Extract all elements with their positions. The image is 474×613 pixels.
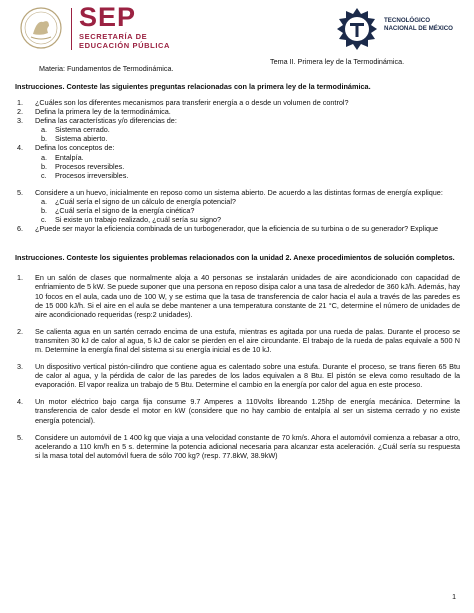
tecnm-line1: TECNOLÓGICO [384, 17, 431, 24]
sub-item [15, 206, 460, 215]
question-text: ¿Puede ser mayor la eficiencia combinada de un turbogenerador, que la eficiencia de su turbina o de su generador? Explique [35, 224, 439, 234]
sub-item-text: Si existe un trabajo realizado, ¿cuál sería su signo? [55, 215, 222, 225]
problem-number: 3. [17, 362, 24, 372]
tecnm-line2: NACIONAL DE MÉXICO [384, 25, 453, 32]
sep-logo-title: SEP [79, 2, 137, 32]
question-number: 4. [17, 143, 24, 153]
problem-number: 1. [17, 273, 24, 283]
sub-item-text: ¿Cuál sería el signo de la energía cinética? [55, 206, 195, 216]
section2-instruction: Instrucciones. Conteste los siguientes problemas relacionados con la unidad 2. Anexe procedimientos de solución completos. [15, 253, 455, 263]
sub-item-letter: a. [41, 125, 48, 135]
sub-item-text: Sistema cerrado. [55, 125, 110, 135]
question-item [15, 107, 460, 116]
question-text: Defina los conceptos de: [35, 143, 115, 153]
sub-item-letter: c. [41, 215, 47, 225]
problem-text: Se calienta agua en un sartén cerrado encima de una estufa, mientras es agitada por una rueda de palas. Durante el proceso se transmiten 30 kJ de calor al agua, 5 kJ de calor se pierden en el aire circundante. El trabajo de la rueda de palas equivale a 500 N m. Determine la energía final del sistema si su energía inicial es de 10 kJ. [35, 326, 460, 354]
header-divider [71, 8, 72, 50]
sub-item-text: Sistema abierto. [55, 134, 108, 144]
sub-item [15, 197, 460, 206]
question-item [15, 224, 460, 233]
sub-item [15, 125, 460, 134]
sub-item-letter: a. [41, 152, 48, 162]
question-number: 1. [17, 98, 24, 107]
sub-item [15, 162, 460, 171]
question-text: Considere a un huevo, inicialmente en reposo como un sistema abierto. De acuerdo a las distintas formas de energía explique: [35, 187, 443, 197]
problem-number: 4. [17, 397, 24, 407]
problem-item [15, 273, 460, 318]
problem-list [15, 273, 460, 460]
sub-item-text: Procesos reversibles. [55, 161, 125, 171]
page-number: 1 [452, 594, 456, 601]
question-text: Defina las características y/o diferencias de: [35, 116, 177, 126]
question-number: 2. [17, 107, 24, 117]
sep-logo [79, 4, 170, 50]
sub-item-letter: b. [41, 134, 48, 144]
sub-item [15, 134, 460, 143]
question-number: 3. [17, 116, 24, 126]
sub-item [15, 171, 460, 180]
tecnm-logo-text [384, 17, 453, 33]
problem-number: 2. [17, 326, 24, 336]
question-item [15, 143, 460, 152]
question-item [15, 98, 460, 107]
tecnm-logo-icon [334, 6, 380, 52]
question-list [15, 98, 460, 233]
sub-item-letter: b. [41, 206, 48, 216]
problem-item [15, 397, 460, 424]
problem-text: Un dispositivo vertical pistón-cilindro que contiene agua es calentado sobre una estufa. Durante el proceso, se trans fieren 65 Btu de calor al agua, y la pérdida de calor de las paredes de los lados equivalen a 8 Btu. El pistón se eleva como resultado de la evaporación. El vapor realiza un trabajo de 5 Btu. Determine el cambio en la energía por calor del agua en este proceso. [35, 362, 460, 390]
question-text: Defina la primera ley de la termodinámica. [35, 107, 171, 117]
question-item [15, 116, 460, 125]
page-header [0, 0, 474, 58]
mexico-seal-icon [13, 6, 69, 50]
sub-item-text: ¿Cuál sería el signo de un cálculo de energía potencial? [55, 196, 236, 206]
sub-item [15, 153, 460, 162]
problem-text: En un salón de clases que normalmente aloja a 40 personas se instalarán unidades de aire acondicionado con capacidad de enfriamiento de 5 kW. Se puede suponer que una persona en reposo disipa calor a una tasa de alrededor de 360 kJ/h. Además, hay 10 focos en el aula, cada uno de 100 W, y se estima que la tasa de transferencia de calor hacia el aula a través de las paredes es de 15 000 kJ/h. Si el aire en el aula se debe mantener a una temperatura constante de 21 °C, determine el número de unidades de aire acondicionado requeridas (resp:2 unidades). [35, 273, 460, 319]
sub-item-text: Entalpía. [55, 152, 84, 162]
question-number: 6. [17, 224, 24, 234]
question-number: 5. [17, 187, 24, 197]
sep-logo-line1: SECRETARÍA DE [79, 32, 148, 41]
problem-item [15, 433, 460, 460]
question-text: ¿Cuáles son los diferentes mecanismos para transferir energía a o desde un volumen de control? [35, 98, 349, 107]
sep-logo-line2: EDUCACIÓN PÚBLICA [79, 41, 171, 50]
question-item [15, 188, 460, 197]
problem-item [15, 327, 460, 354]
section1-instruction: Instrucciones. Conteste las siguientes preguntas relacionadas con la primera ley de la termodinámica. [15, 82, 371, 91]
problem-item [15, 362, 460, 389]
problem-text: Considere un automóvil de 1 400 kg que viaja a una velocidad constante de 70 km/s. Ahora el automóvil comienza a rebasar a otro, acelerando a 110 km/h en 5 s. determine la potencia adicional necesaria para alcanzar esta aceleración. ¿Cuál sería su respuesta si la masa total del automóvil fuera de sólo 700 kg? (resp. 77.8kW, 38.9kW) [35, 432, 460, 460]
problem-number: 5. [17, 432, 24, 442]
sub-item-letter: c. [41, 170, 47, 180]
sub-item [15, 215, 460, 224]
topic-label: Tema II. Primera ley de la Termodinámica. [270, 57, 405, 66]
subject-label: Materia: Fundamentos de Termodinámica. [39, 64, 174, 73]
sub-item-text: Procesos irreversibles. [55, 170, 129, 180]
problem-text: Un motor eléctrico bajo carga fija consume 9.7 Amperes a 110Volts libreando 1.25hp de energía mecánica. Determine la transferencia de calor desde el motor en kW (considere que no hay cambio de entalpía al ser un sistema cerrado y no existe energía potencial). [35, 397, 460, 425]
document-body [15, 82, 460, 468]
sub-item-letter: b. [41, 161, 48, 171]
sub-item-letter: a. [41, 196, 48, 206]
